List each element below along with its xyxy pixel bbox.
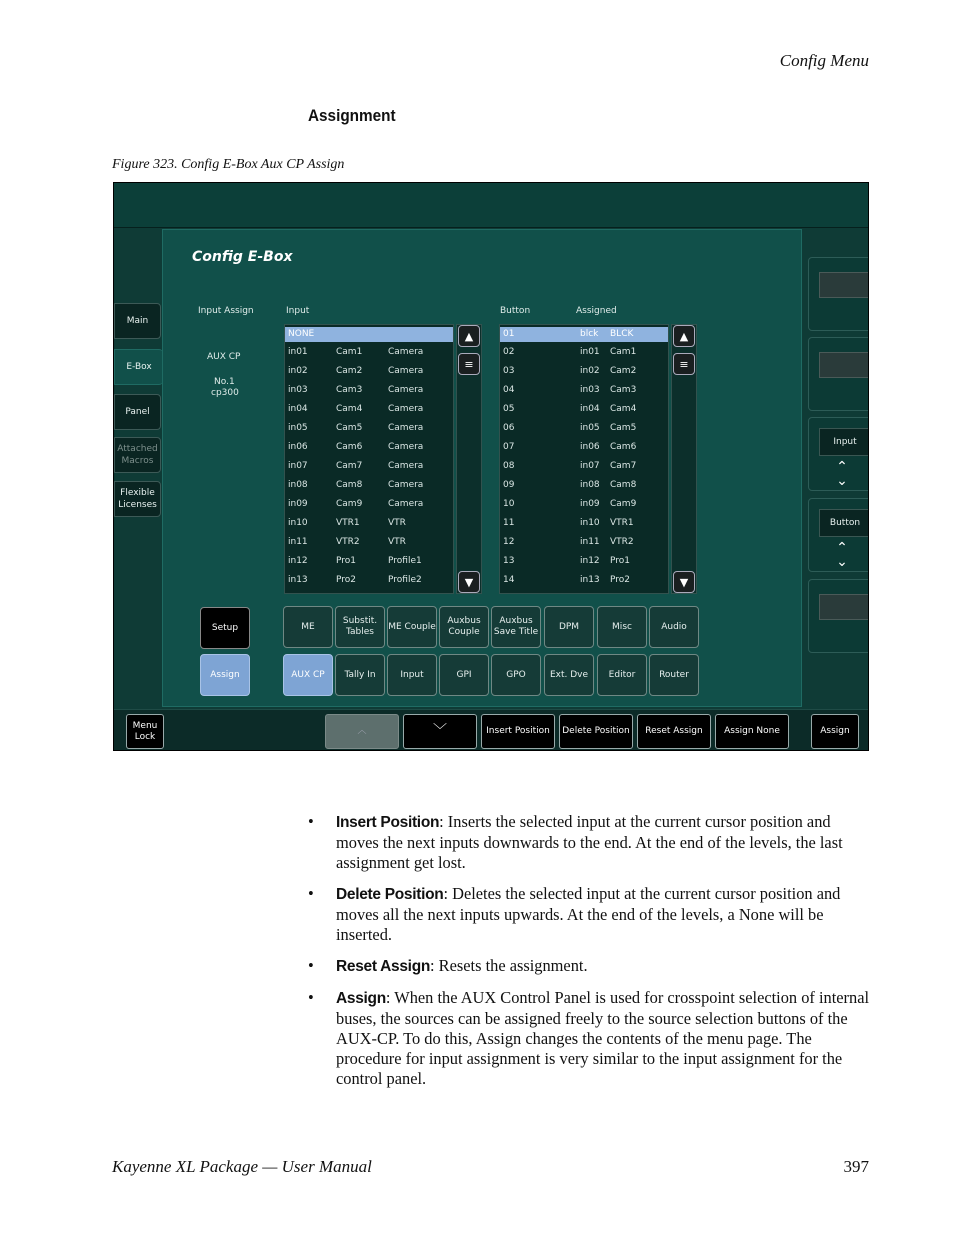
input-row[interactable]: in03 Cam3 Camera — [288, 385, 424, 395]
assign-none-button[interactable]: Assign None — [715, 714, 789, 749]
misc-button[interactable]: Misc — [597, 606, 647, 648]
input-row[interactable]: in02 Cam2 Camera — [288, 366, 424, 376]
auxbus-couple-button[interactable]: Auxbus Couple — [439, 606, 489, 648]
button-row[interactable]: 10 in09 Cam9 — [503, 499, 637, 509]
gpo-button[interactable]: GPO — [491, 654, 541, 696]
figure-caption: Figure 323. Config E-Box Aux CP Assign — [112, 157, 345, 172]
scroll-down-icon[interactable]: ▼ — [458, 571, 480, 593]
setup-button[interactable]: Setup — [200, 607, 250, 649]
input-knob[interactable] — [808, 417, 869, 491]
chevron-down-icon[interactable]: ﹀ — [403, 714, 477, 749]
button-scrollbar[interactable] — [671, 324, 697, 594]
tab-main[interactable]: Main — [114, 303, 161, 339]
page-number: 397 — [843, 1157, 869, 1176]
button-row[interactable]: 14 in13 Pro2 — [503, 575, 631, 585]
me-couple-button[interactable]: ME Couple — [387, 606, 437, 648]
input-row[interactable]: in09 Cam9 Camera — [288, 499, 424, 509]
button-row[interactable]: 04 in03 Cam3 — [503, 385, 637, 395]
insert-position-button[interactable]: Insert Position — [481, 714, 555, 749]
panel-title: Config E-Box — [192, 249, 293, 265]
scroll-handle-icon[interactable]: ≡ — [458, 353, 480, 375]
aux-cp-button[interactable]: AUX CP — [283, 654, 333, 696]
router-button[interactable]: Router — [649, 654, 699, 696]
input-row[interactable]: in11 VTR2 VTR — [288, 537, 406, 547]
aux-model: cp300 — [211, 388, 239, 398]
input-row[interactable]: in06 Cam6 Camera — [288, 442, 424, 452]
input-row[interactable]: in04 Cam4 Camera — [288, 404, 424, 414]
tab-panel[interactable]: Panel — [114, 394, 161, 430]
section-title: Assignment — [308, 106, 396, 125]
input-button[interactable]: Input — [387, 654, 437, 696]
aux-number: No.1 — [214, 377, 235, 387]
bullet-list — [308, 812, 870, 1100]
ext-dve-button[interactable]: Ext. Dve — [544, 654, 594, 696]
button-row[interactable]: 08 in07 Cam7 — [503, 461, 637, 471]
input-row[interactable]: in13 Pro2 Profile2 — [288, 575, 422, 585]
input-knob-label: Input — [819, 428, 869, 456]
button-knob-label: Button — [819, 509, 869, 537]
config-ebox-screenshot — [113, 182, 869, 751]
right-slot-2 — [808, 337, 869, 411]
top-bar — [114, 183, 869, 228]
assign-button[interactable]: Assign — [811, 714, 859, 749]
up-down-icon: ⌃ ⌄ — [836, 540, 848, 570]
list-item: • Reset Assign: Resets the assignment. — [308, 956, 588, 975]
me-button[interactable]: ME — [283, 606, 333, 648]
scroll-up-icon[interactable]: ▲ — [673, 325, 695, 347]
substit-tables-button[interactable]: Substit. Tables — [335, 606, 385, 648]
audio-button[interactable]: Audio — [649, 606, 699, 648]
scroll-down-icon[interactable]: ▼ — [673, 571, 695, 593]
button-row[interactable]: 01 blck BLCK — [500, 327, 668, 342]
input-column-header: Input — [286, 306, 310, 316]
bottom-bar — [114, 709, 869, 751]
right-slot-1 — [808, 257, 869, 331]
right-slot-5 — [808, 579, 869, 653]
editor-button[interactable]: Editor — [597, 654, 647, 696]
button-row[interactable]: 09 in08 Cam8 — [503, 480, 637, 490]
up-down-icon: ⌃ ⌄ — [836, 459, 848, 489]
menu-lock-button[interactable]: Menu Lock — [126, 714, 164, 749]
input-list[interactable] — [284, 324, 454, 594]
running-header: Config Menu — [779, 51, 869, 70]
list-item: • Insert Position: Inserts the selected input at the current cursor position and moves the next inputs downwards to the end. At the end of the levels, the last assignment get lost. — [308, 812, 843, 872]
assigned-column-header: Assigned — [576, 306, 617, 316]
assign-mode-button[interactable]: Assign — [200, 654, 250, 696]
input-row[interactable]: in01 Cam1 Camera — [288, 347, 424, 357]
button-row[interactable]: 02 in01 Cam1 — [503, 347, 637, 357]
button-row[interactable]: 05 in04 Cam4 — [503, 404, 637, 414]
list-item: • Assign: When the AUX Control Panel is used for crosspoint selection of internal buses, the sources can be assigned freely to the source selection buttons of the AUX-CP. To do this, Assign changes the contents of the menu page. The procedure for input assignment is very similar to the input assignment for the control panel. — [308, 988, 870, 1088]
reset-assign-button[interactable]: Reset Assign — [637, 714, 711, 749]
tab-ebox[interactable]: E-Box — [114, 349, 163, 385]
button-column-header: Button — [500, 306, 531, 316]
footer-title: Kayenne XL Package — User Manual — [112, 1157, 372, 1176]
button-row[interactable]: 03 in02 Cam2 — [503, 366, 637, 376]
input-row[interactable]: in08 Cam8 Camera — [288, 480, 424, 490]
list-item: • Delete Position: Deletes the selected input at the current cursor position and moves all the next inputs upwards. At the end of the levels, a None will be inserted. — [308, 884, 841, 944]
scroll-handle-icon[interactable]: ≡ — [673, 353, 695, 375]
button-knob[interactable] — [808, 498, 869, 572]
button-assign-list[interactable] — [499, 324, 669, 594]
gpi-button[interactable]: GPI — [439, 654, 489, 696]
input-row[interactable]: in10 VTR1 VTR — [288, 518, 406, 528]
scroll-up-icon[interactable]: ▲ — [458, 325, 480, 347]
input-row[interactable]: in05 Cam5 Camera — [288, 423, 424, 433]
button-row[interactable]: 07 in06 Cam6 — [503, 442, 637, 452]
button-row[interactable]: 06 in05 Cam5 — [503, 423, 637, 433]
dpm-button[interactable]: DPM — [544, 606, 594, 648]
input-scrollbar[interactable] — [456, 324, 482, 594]
tab-flexible-licenses[interactable]: Flexible Licenses — [114, 481, 161, 517]
button-row[interactable]: 12 in11 VTR2 — [503, 537, 634, 547]
delete-position-button[interactable]: Delete Position — [559, 714, 633, 749]
button-row[interactable]: 13 in12 Pro1 — [503, 556, 631, 566]
auxbus-save-title-button[interactable]: Auxbus Save Title — [491, 606, 541, 648]
input-row[interactable]: in12 Pro1 Profile1 — [288, 556, 422, 566]
button-row[interactable]: 11 in10 VTR1 — [503, 518, 634, 528]
input-row[interactable]: NONE — [285, 327, 453, 342]
tally-in-button[interactable]: Tally In — [335, 654, 385, 696]
chevron-up-icon[interactable]: ︿ — [325, 714, 399, 749]
input-assign-label: Input Assign — [198, 306, 254, 316]
input-row[interactable]: in07 Cam7 Camera — [288, 461, 424, 471]
tab-attached-macros[interactable]: Attached Macros — [114, 437, 161, 473]
aux-cp-label: AUX CP — [207, 352, 241, 362]
